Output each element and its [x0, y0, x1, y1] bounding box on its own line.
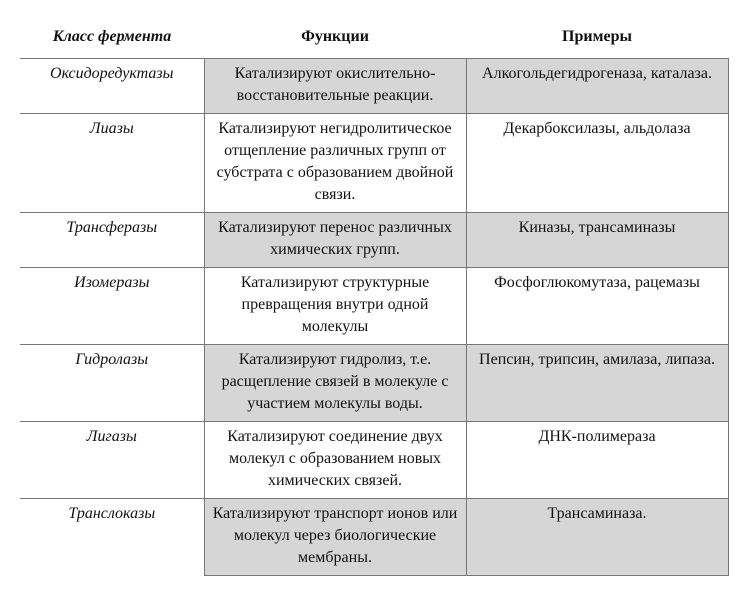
header-class: Класс фермента [52, 28, 172, 45]
examples-cell: Фосфоглюкомутаза, рацемазы [466, 268, 728, 345]
enzyme-class-cell: Транслоказы [20, 499, 204, 576]
examples-cell: ДНК-полимераза [466, 422, 728, 499]
table-row [20, 422, 728, 499]
function-cell: Катализируют окислительно-восстановительные реакции. [204, 59, 466, 114]
table-row [20, 268, 728, 345]
examples-cell: Алкогольдегидрогеназа, каталаза. [466, 59, 728, 114]
table-row [20, 213, 728, 268]
enzyme-class-cell: Изомеразы [20, 268, 204, 345]
enzyme-class-cell: Гидролазы [20, 345, 204, 422]
enzyme-class-cell: Лигазы [20, 422, 204, 499]
table-row [20, 345, 728, 422]
function-cell: Катализируют негидролитическое отщепление различных групп от субстрата с образованием двойной связи. [204, 114, 466, 213]
table-row [20, 114, 728, 213]
header-examples: Примеры [562, 28, 632, 45]
function-cell: Катализируют соединение двух молекул с образованием новых химических связей. [204, 422, 466, 499]
header-row [20, 20, 728, 59]
examples-cell: Трансаминаза. [466, 499, 728, 576]
function-cell: Катализируют структурные превращения внутри одной молекулы [204, 268, 466, 345]
function-cell: Катализируют перенос различных химических групп. [204, 213, 466, 268]
table-row [20, 59, 728, 114]
enzyme-class-cell: Трансферазы [20, 213, 204, 268]
enzyme-class-cell: Лиазы [20, 114, 204, 213]
enzyme-class-cell: Оксидоредуктазы [20, 59, 204, 114]
header-functions: Функции [301, 28, 369, 45]
examples-cell: Декарбоксилазы, альдолаза [466, 114, 728, 213]
examples-cell: Киназы, трансаминазы [466, 213, 728, 268]
table-row [20, 499, 728, 576]
enzyme-classes-table-wrapper [20, 20, 729, 576]
function-cell: Катализируют транспорт ионов или молекул через биологические мембраны. [204, 499, 466, 576]
examples-cell: Пепсин, трипсин, амилаза, липаза. [466, 345, 728, 422]
function-cell: Катализируют гидролиз, т.е. расщепление связей в молекуле с участием молекулы воды. [204, 345, 466, 422]
enzyme-classes-table [20, 20, 729, 576]
